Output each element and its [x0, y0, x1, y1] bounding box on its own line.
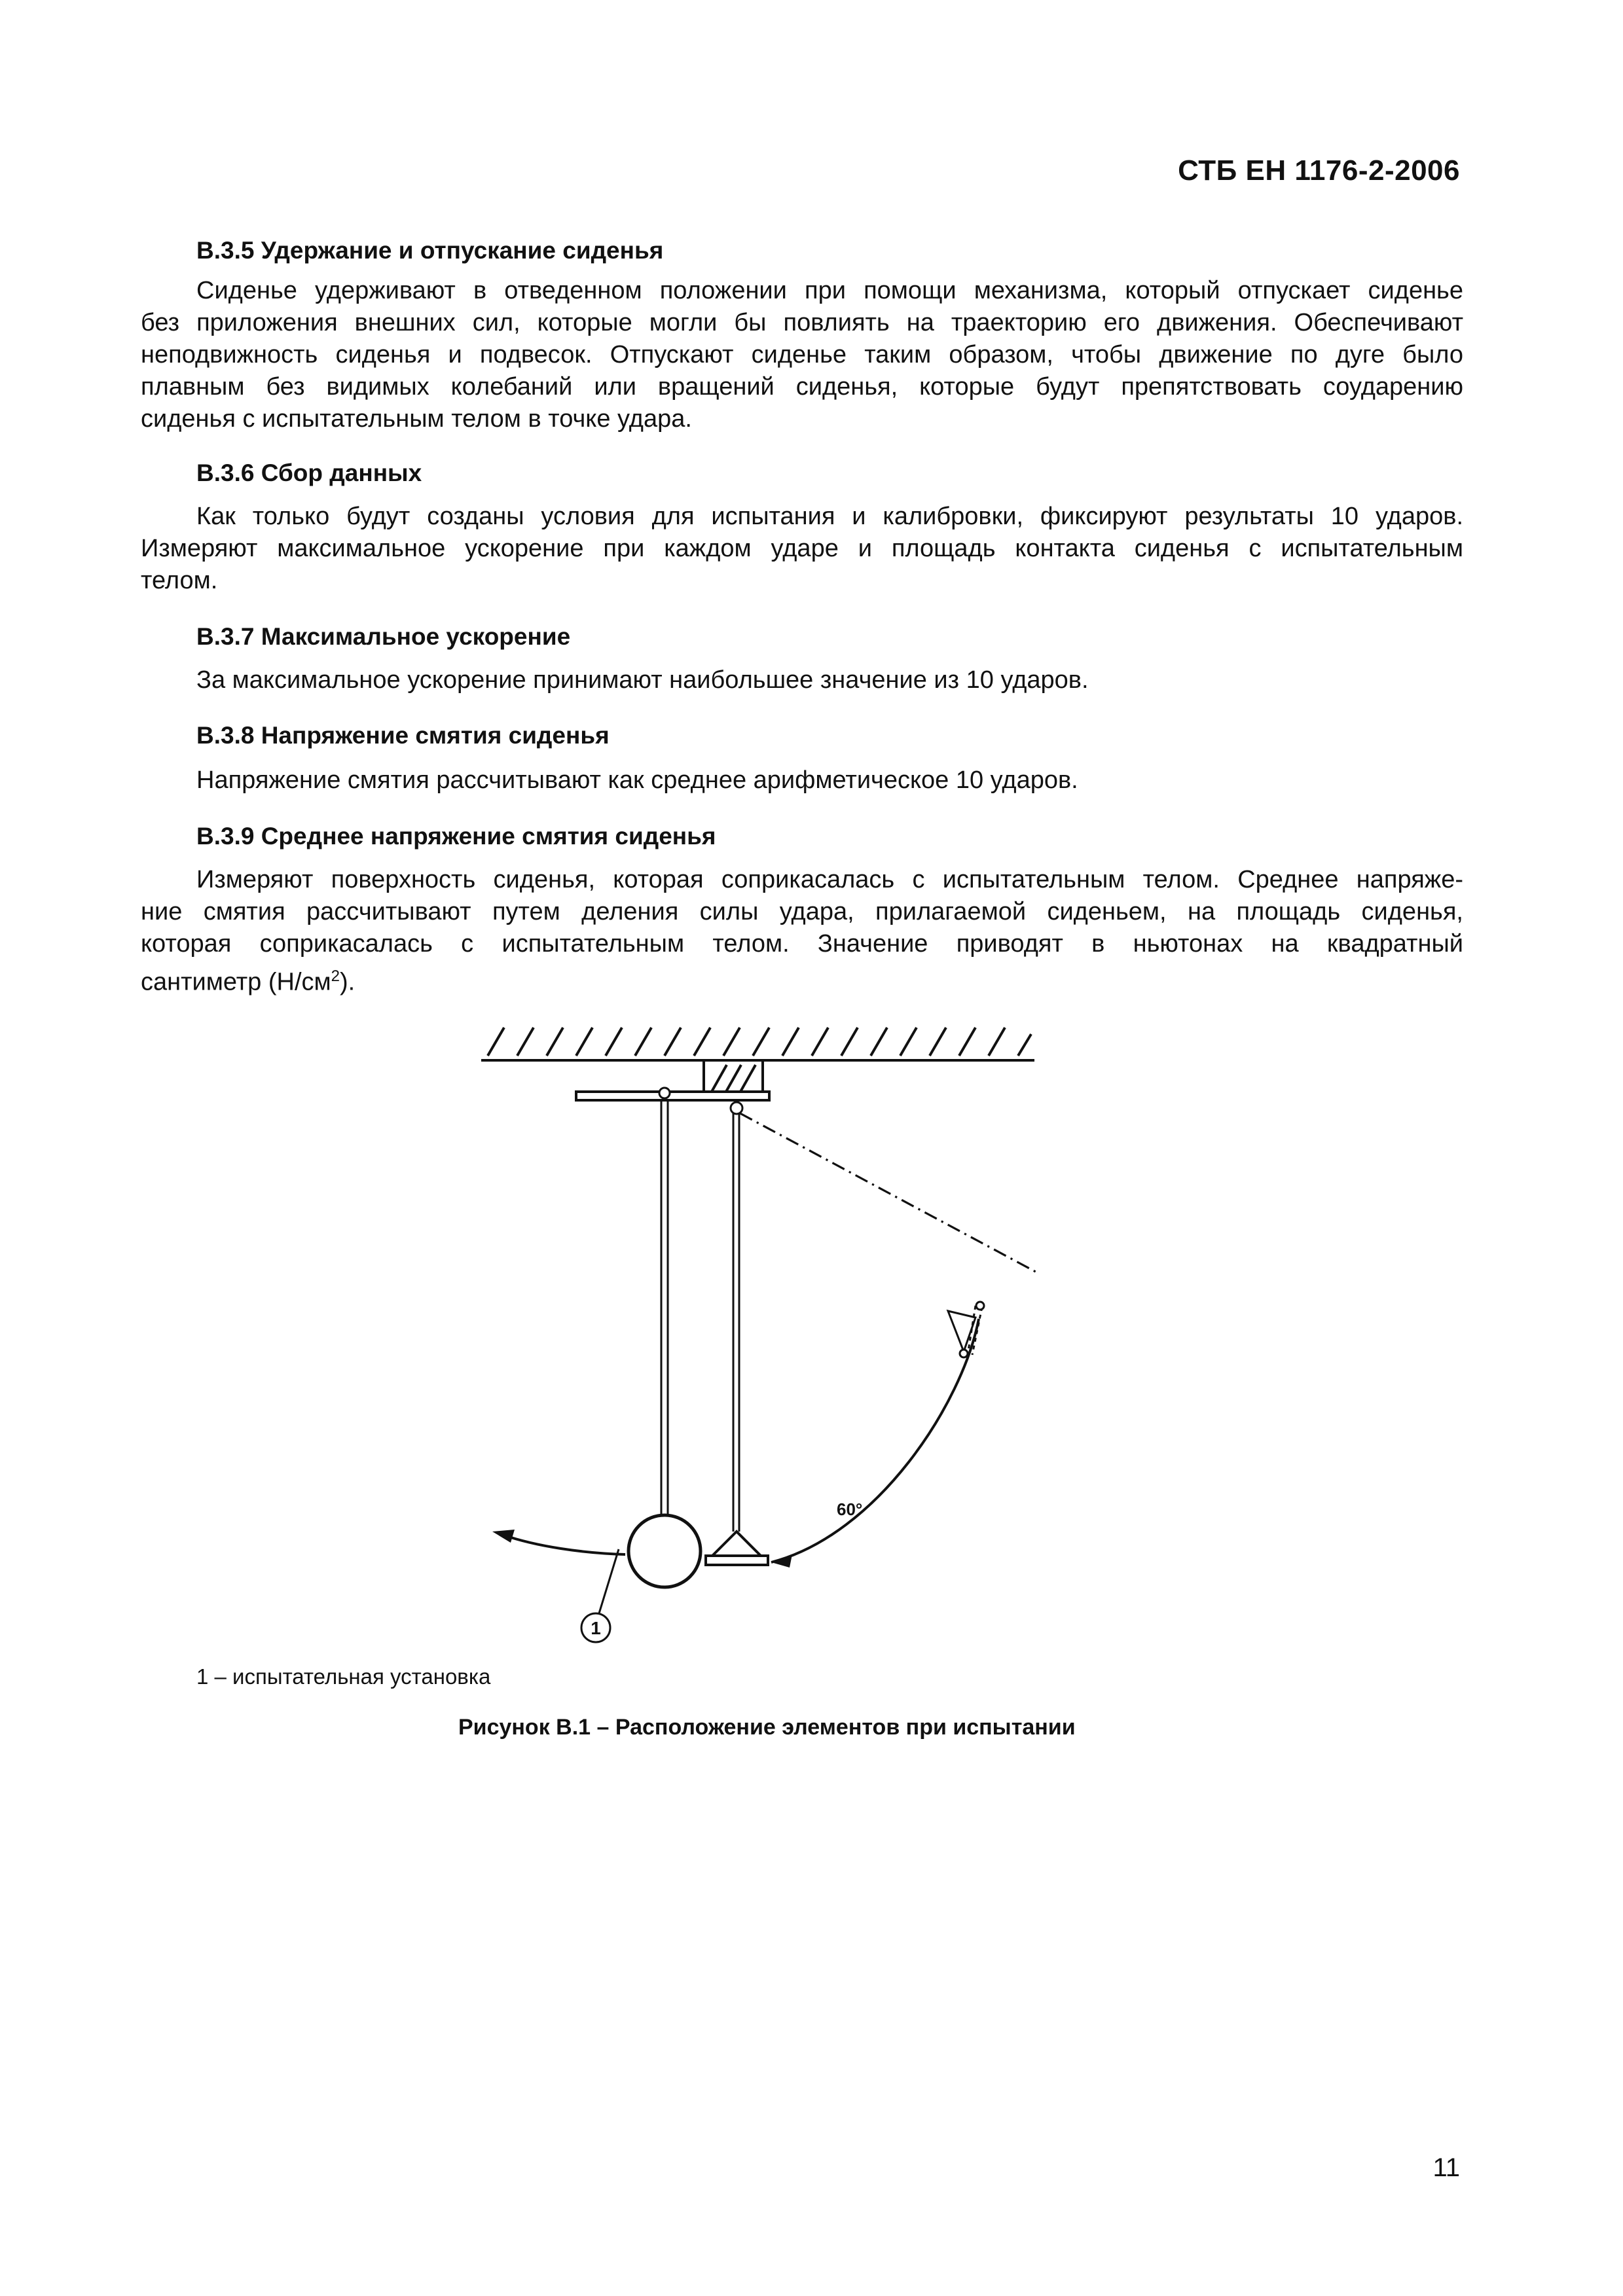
section-body-b36	[141, 501, 1463, 597]
raised-seat	[948, 1302, 984, 1357]
text-line: ние смятия рассчитывают путем деления силы удара, прилагаемой сиденьем, на площадь сиденья,	[141, 898, 1463, 925]
text-line: За максимальное ускорение принимают наибольшее значение из 10 ударов.	[196, 666, 1089, 694]
test-body	[629, 1515, 701, 1587]
text-line: которая соприкасалась с испытательным телом. Значение приводят в ньютонах на квадратный	[141, 930, 1463, 958]
raised-position-line	[740, 1113, 1036, 1272]
suspension-bar	[576, 1092, 769, 1100]
ceiling-support	[481, 1028, 1034, 1100]
seat-pivot	[731, 1102, 742, 1114]
section-heading-b37: В.3.7 Максимальное ускорение	[196, 623, 571, 650]
section-heading-b36: В.3.6 Сбор данных	[196, 459, 422, 486]
section-heading-b39: В.3.9 Среднее напряжение смятия сиденья	[196, 823, 716, 850]
text-line: неподвижность сиденья и подвесок. Отпускают сиденье таким образом, чтобы движение по дуге было	[141, 341, 1463, 368]
test-body-pivot	[659, 1088, 670, 1098]
section-heading-b35: В.3.5 Удержание и отпускание сиденья	[196, 237, 664, 264]
text-line: Измеряют поверхность сиденья, которая соприкасалась с испытательным телом. Среднее напряже-	[196, 866, 1463, 893]
units-prefix: сантиметр (Н/см	[141, 968, 331, 996]
text-line: Напряжение смятия рассчитывают как среднее арифметическое 10 ударов.	[196, 766, 1078, 794]
section-body-b38	[141, 764, 1463, 797]
pendulum-test-figure	[458, 1011, 1061, 1646]
section-heading-b38: В.3.8 Напряжение смятия сиденья	[196, 722, 610, 749]
callout-leader	[599, 1549, 619, 1613]
angle-label: 60°	[837, 1499, 863, 1519]
test-body-rod	[661, 1100, 668, 1516]
text-line: Измеряют максимальное ускорение при каждом ударе и площадь контакта сиденья с испытательным	[141, 535, 1463, 562]
seat	[706, 1556, 768, 1565]
text-line-units	[141, 960, 1463, 999]
text-line: без приложения внешних сил, которые могли бы повлиять на траекторию его движения. Обеспечивают	[141, 309, 1463, 336]
units-suffix: ).	[339, 968, 356, 996]
text-line: Как только будут созданы условия для испытания и калибровки, фиксируют результаты 10 ударов.	[196, 503, 1463, 530]
figure-legend: 1 – испытательная установка	[196, 1664, 491, 1689]
text-line: плавным без видимых колебаний или вращений сиденья, которые будут препятствовать соударению	[141, 373, 1463, 401]
figure-caption: Рисунок В.1 – Расположение элементов при испытании	[458, 1715, 1076, 1740]
text-line: сиденья с испытательным телом в точке удара.	[141, 405, 692, 433]
rebound-arc	[503, 1535, 625, 1554]
page-number: 11	[1432, 2153, 1460, 2182]
callout-number: 1	[591, 1618, 601, 1638]
text-line: телом.	[141, 567, 218, 594]
section-body-b35	[141, 275, 1463, 435]
seat-chain	[733, 1113, 739, 1532]
rebound-arrowhead	[492, 1530, 515, 1543]
text-line: Сиденье удерживают в отведенном положении при помощи механизма, который отпускает сиденье	[196, 277, 1463, 304]
section-body-b37	[141, 664, 1463, 696]
swing-arc	[771, 1319, 979, 1562]
document-code: СТБ ЕН 1176-2-2006	[1178, 154, 1460, 187]
units-superscript: 2	[331, 967, 340, 985]
seat-hanger	[712, 1532, 761, 1556]
section-body-b39	[141, 864, 1463, 999]
